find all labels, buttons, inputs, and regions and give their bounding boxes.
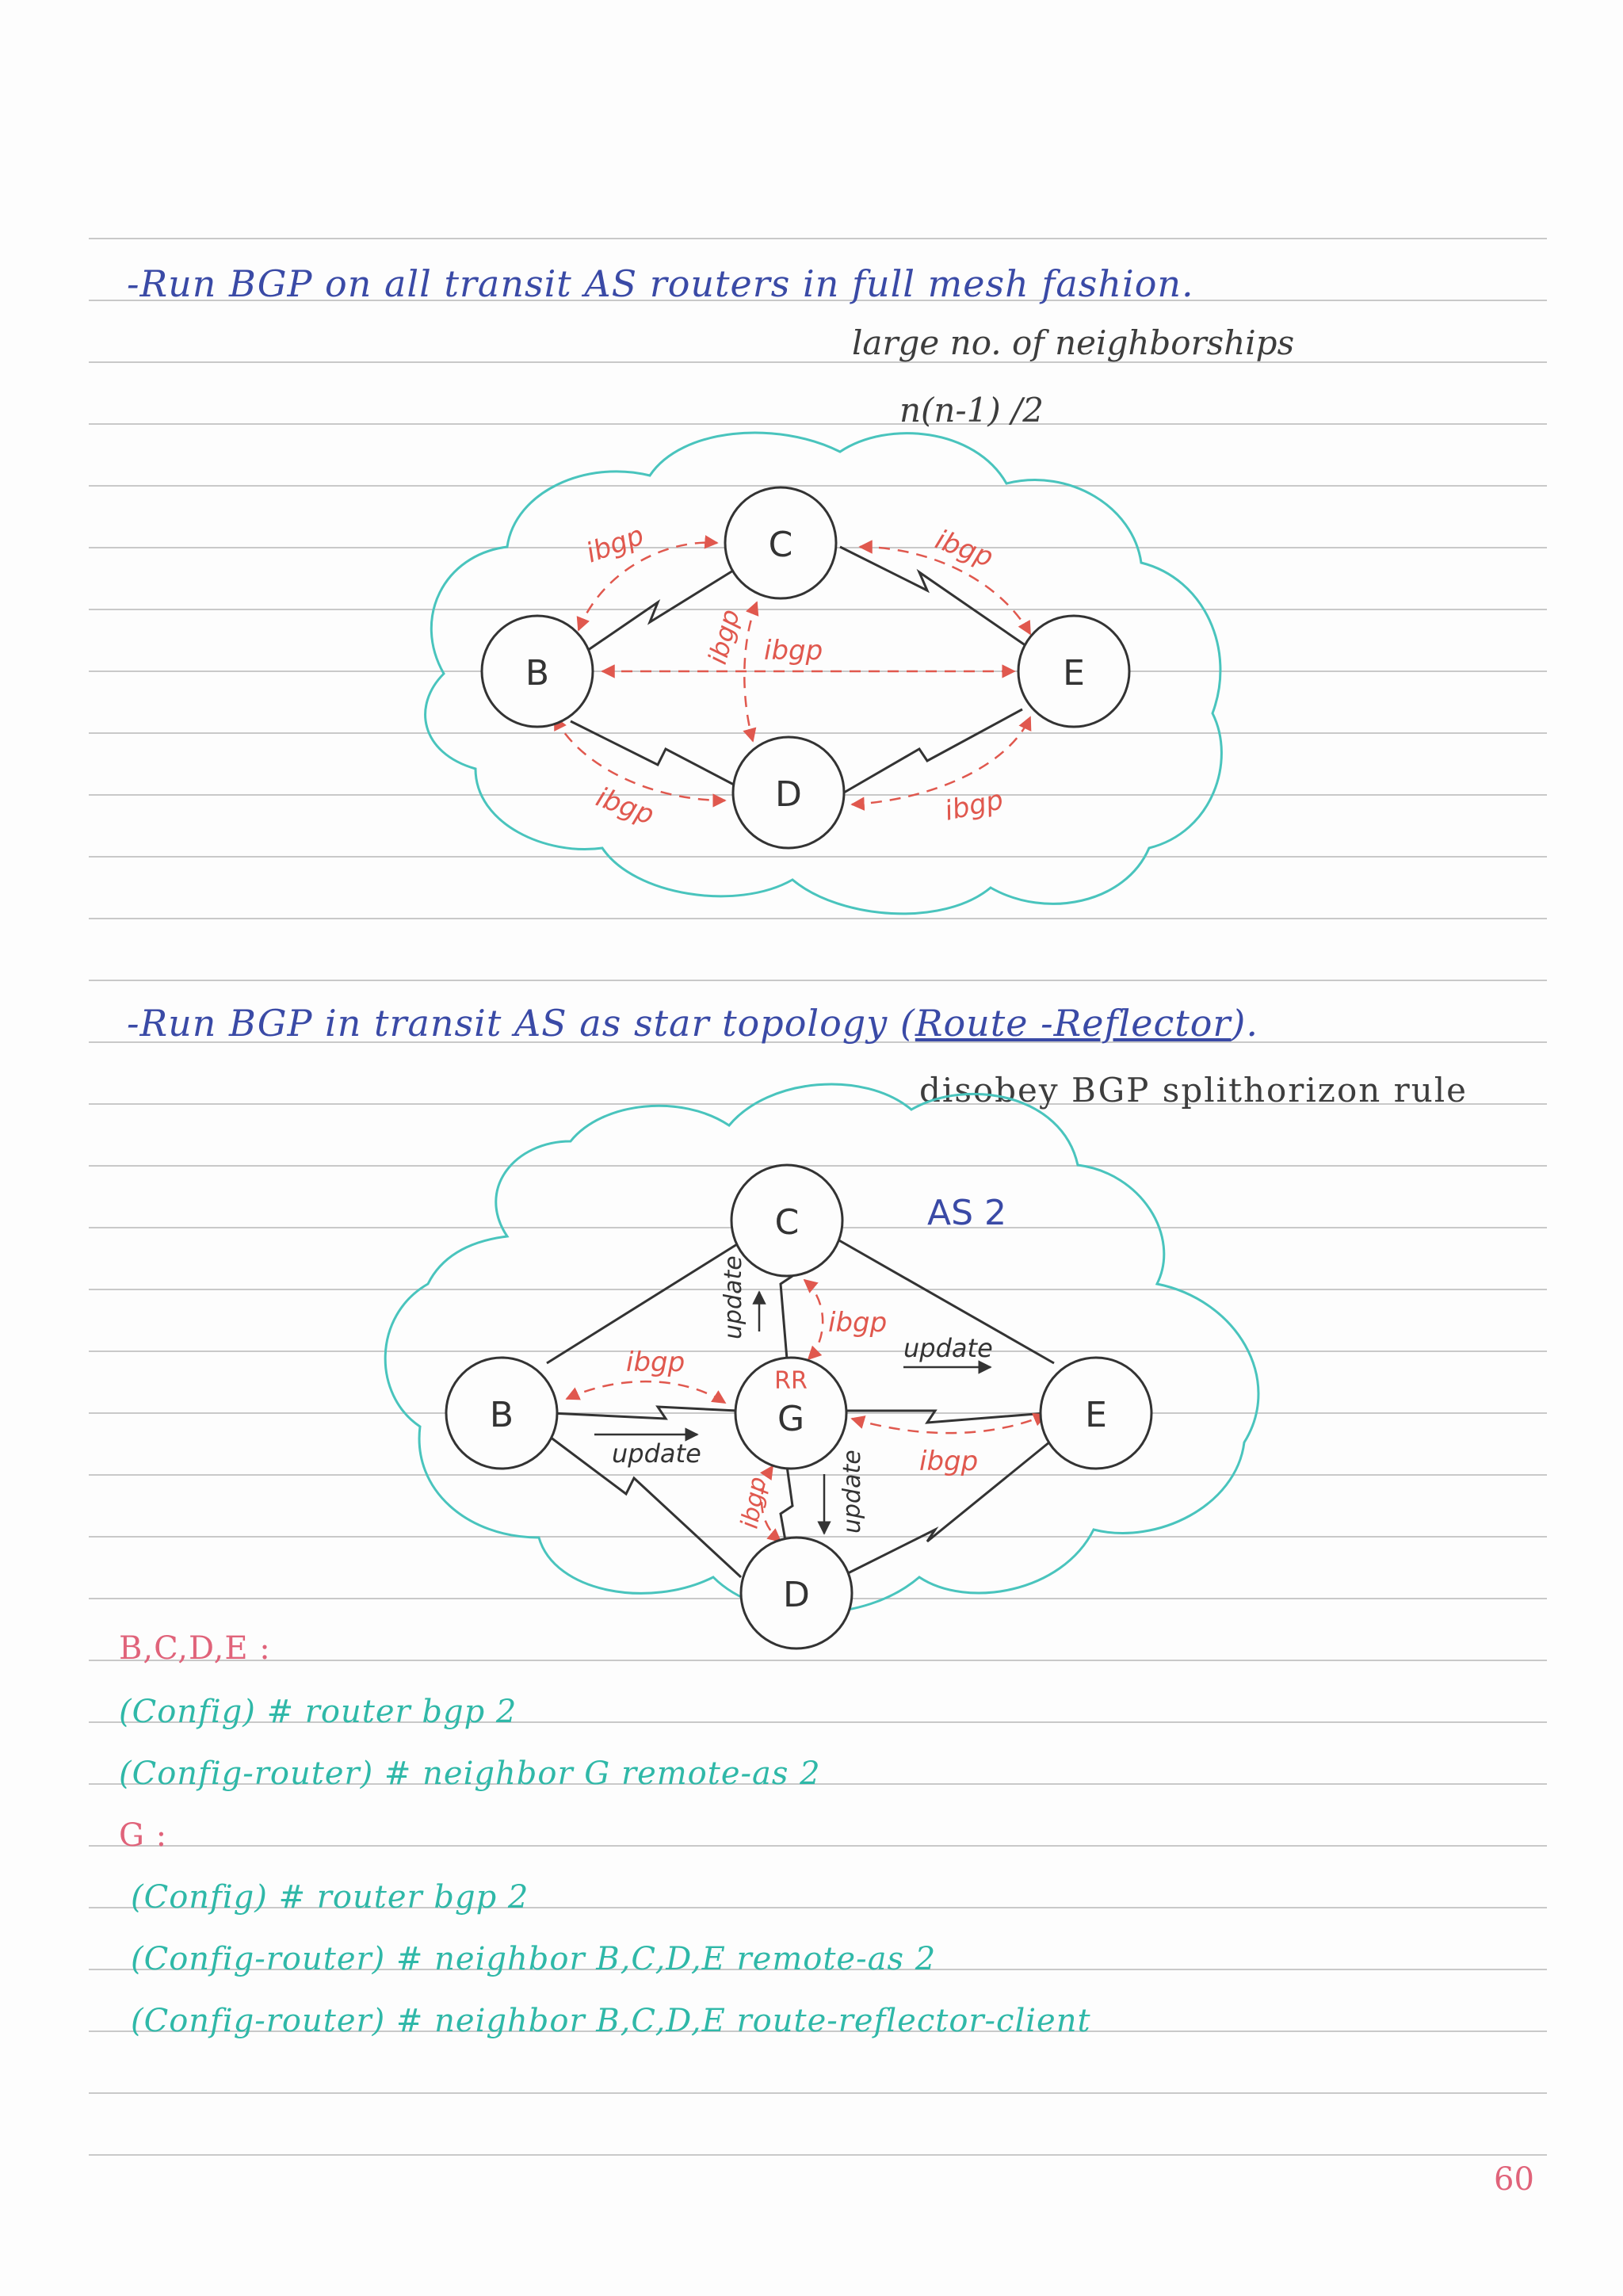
ibgp-label: ibgp bbox=[764, 635, 823, 667]
section1-note-neighborships: large no. of neighborships bbox=[852, 323, 1295, 362]
ibgp-label: ibgp bbox=[735, 1474, 773, 1531]
update-label: update bbox=[720, 1255, 747, 1339]
router-node-b bbox=[446, 1358, 557, 1469]
router-node-d-label: D bbox=[775, 774, 802, 815]
update-label: update bbox=[903, 1333, 993, 1363]
ibgp-label: ibgp bbox=[626, 1347, 685, 1378]
router-node-d bbox=[741, 1538, 852, 1648]
ibgp-label: ibgp bbox=[941, 784, 1006, 827]
router-node-e-label: E bbox=[1063, 653, 1085, 693]
page-number: 60 bbox=[1494, 2161, 1534, 2198]
ibgp-label: ibgp bbox=[919, 1446, 979, 1477]
router-node-d-label: D bbox=[783, 1575, 810, 1615]
as-cloud-boundary bbox=[385, 1084, 1258, 1613]
section2-note-splithorizon: disobey BGP splithorizon rule bbox=[919, 1071, 1468, 1110]
router-node-b-label: B bbox=[525, 653, 550, 693]
section2-heading-suffix: ). bbox=[1231, 1002, 1258, 1045]
section2-heading-prefix: -Run BGP in transit AS as star topology ( bbox=[127, 1002, 915, 1045]
rr-config-title: G : bbox=[119, 1817, 168, 1854]
rr-config-line: (Config) # router bgp 2 bbox=[131, 1879, 529, 1916]
rr-config-line: (Config-router) # neighbor B,C,D,E remote-as 2 bbox=[131, 1941, 937, 1977]
ibgp-label: ibgp bbox=[828, 1307, 888, 1339]
router-node-e-label: E bbox=[1085, 1395, 1107, 1435]
ibgp-label: ibgp bbox=[591, 781, 659, 831]
section1-heading: -Run BGP on all transit AS routers in full mesh fashion. bbox=[127, 262, 1194, 305]
ibgp-label: ibgp bbox=[702, 606, 746, 668]
update-label: update bbox=[838, 1450, 866, 1534]
ibgp-label: ibgp bbox=[930, 523, 998, 574]
route-reflector-node-g bbox=[735, 1358, 846, 1469]
route-reflector-role-label: RR bbox=[774, 1367, 808, 1395]
router-node-c bbox=[731, 1165, 842, 1276]
rr-config-line: (Config-router) # neighbor B,C,D,E route-reflector-client bbox=[131, 2003, 1091, 2039]
ibgp-label: ibgp bbox=[582, 519, 648, 570]
section1-note-formula: n(n-1) /2 bbox=[899, 391, 1044, 430]
router-node-g-label: G bbox=[777, 1399, 805, 1439]
router-node-c-label: C bbox=[774, 1202, 800, 1243]
update-label: update bbox=[612, 1438, 701, 1469]
router-node-c-label: C bbox=[768, 525, 793, 565]
router-node-e bbox=[1041, 1358, 1151, 1469]
clients-config-line: (Config-router) # neighbor G remote-as 2 bbox=[119, 1755, 821, 1792]
clients-config-line: (Config) # router bgp 2 bbox=[119, 1694, 517, 1730]
as-number-label: AS 2 bbox=[927, 1193, 1007, 1233]
clients-config-title: B,C,D,E : bbox=[119, 1630, 271, 1667]
router-node-b-label: B bbox=[489, 1395, 514, 1435]
section2-heading-route-reflector: Route -Reflector bbox=[915, 1002, 1232, 1045]
